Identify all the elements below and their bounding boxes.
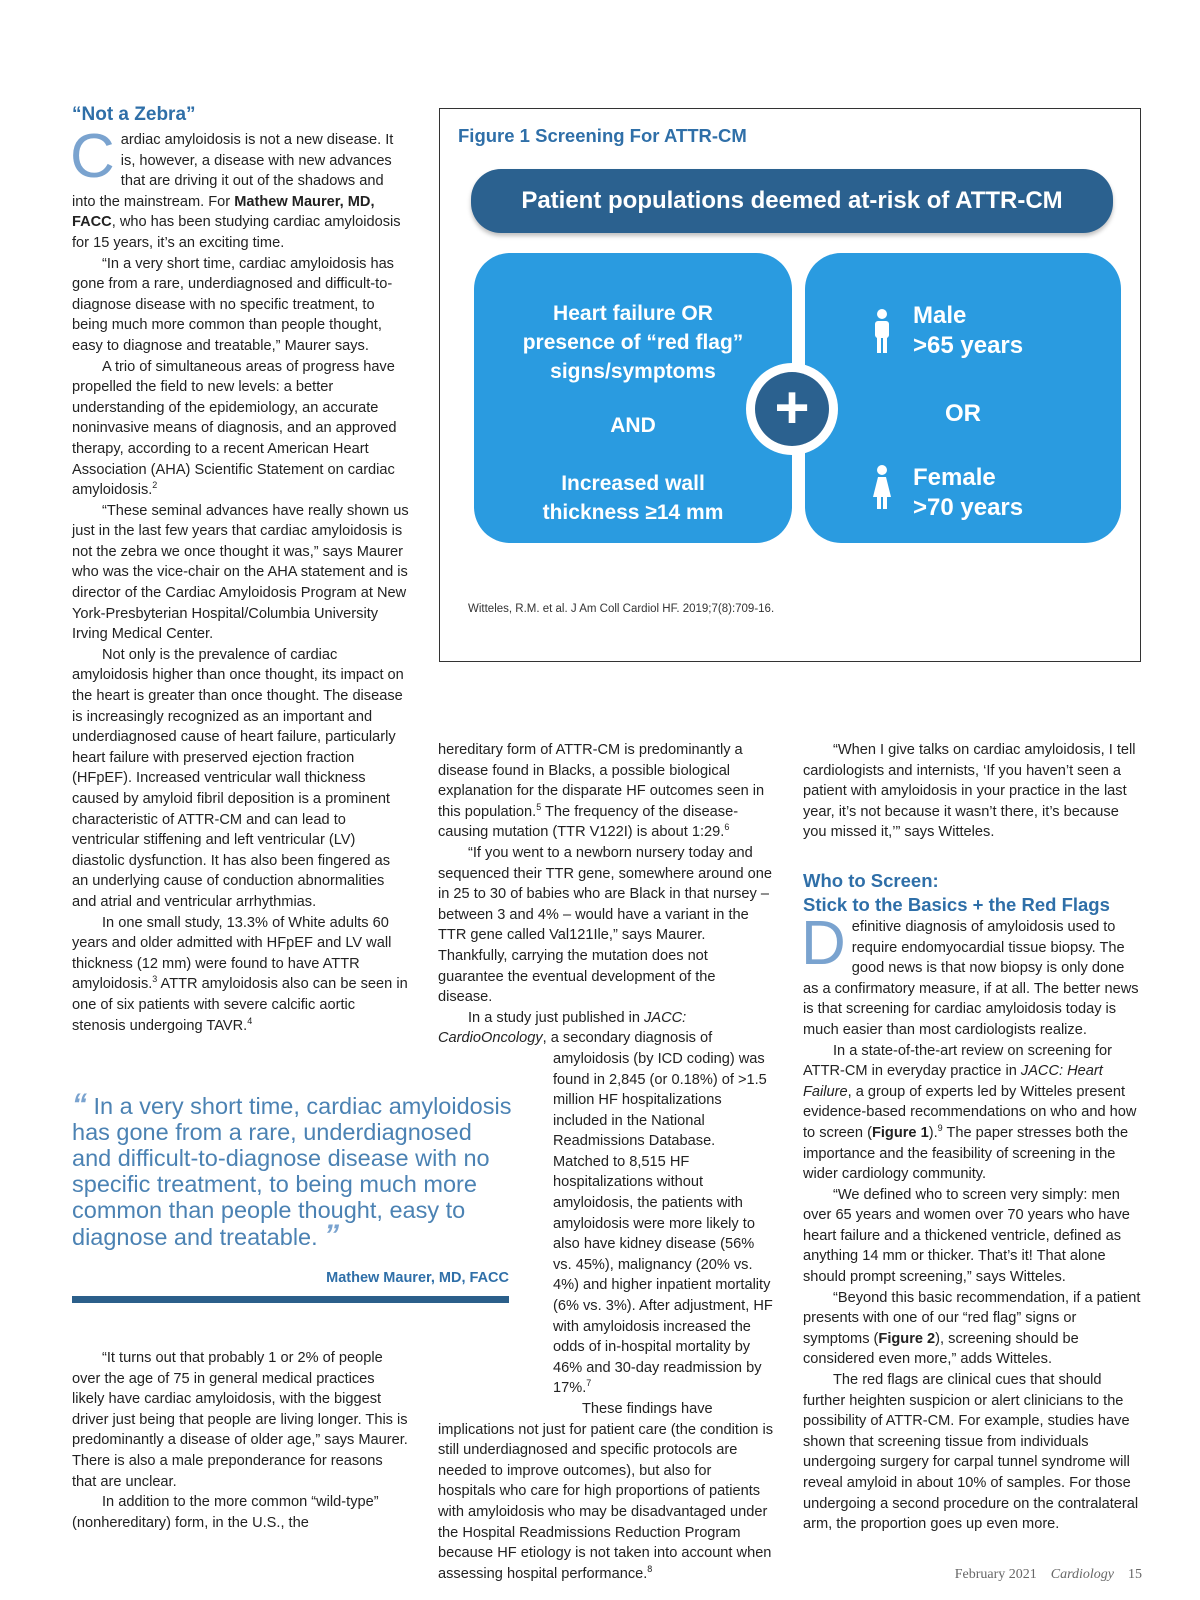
journal-name: JACC: CardioOncology	[438, 1009, 687, 1047]
figure-reference: Figure 2	[878, 1330, 936, 1347]
panel-text: Increased wall	[561, 472, 705, 495]
paragraph: Cardiac amyloidosis is not a new disease. It is, however, a disease with new advances that are driving it out of the shadows and into the mainstream. For Mathew Maurer, MD, FACC, who has been studying cardiac amyloidosis for 15 years, it’s an exciting time.	[70, 122, 401, 251]
paragraph: “When I give talks on cardiac amyloidosis, I tell cardiologists and internists, ‘If you haven’t seen a patient with amyloidosis in your practice in the last year, it’s not because it wasn’t there, it’s because you missed it,’” says Witteles.	[803, 742, 1136, 841]
plus-icon: +	[755, 372, 829, 446]
figure-reference: Figure 1	[871, 1124, 929, 1141]
journal-name: JACC: Heart Failure	[803, 1063, 1103, 1100]
reference-number: 4	[247, 1015, 253, 1026]
paragraph: hereditary form of ATTR-CM is predominantly a disease found in Blacks, a possible biological explanation for the disparate HF outcomes seen in this population.$^5$ The frequency of the disease-causing mutation (TTR V122I) is about 1:29.$^6$	[438, 742, 765, 841]
male-person-icon	[873, 309, 891, 353]
drop-cap: C	[70, 122, 115, 191]
female-age: >70 years	[913, 494, 1024, 521]
panel-text: thickness ≥14 mm	[542, 501, 724, 524]
paragraph: Not only is the prevalence of cardiac amyloidosis higher than once thought, its impact on the heart is greater than once thought. The disease is increasingly recognized as an important and underdiagnosed cause of heart failure, particularly heart failure with preserved ejection fraction (HFpEF). Increased ventricular wall thickness caused by amyloid fibril deposition is a prominent characteristic of ATTR-CM and can lead to ventricular stiffening and left ventricular (LV) diastolic dysfunction. It has also been fingered as an underlying cause of conduction abnormalities and atrial and ventricular arrhythmias.	[72, 646, 404, 910]
paragraph: implications not just for patient care (the condition is still underdiagnosed and specific protocols are needed to improve outcomes), but also for hospitals who care for high proportions of patients with amyloidosis who may be disadvantaged under the Hospital Readmissions Reduction Program because HF etiology is not taken into account when assessing hospital performance.$^8$	[438, 1421, 774, 1582]
page-footer	[955, 1567, 1142, 1583]
reference-number: 9	[937, 1123, 943, 1134]
criteria-panel-left	[474, 253, 792, 543]
panel-text: Heart failure OR	[553, 302, 713, 325]
paragraph: In a study just published in JACC: CardioOncology, a secondary diagnosis of	[438, 1009, 713, 1047]
paragraph: The red flags are clinical cues that should further heighten suspicion or alert clinicians to the possibility of ATTR-CM. For example, studies have shown that screening tissue from individuals undergoing surgery for carpal tunnel syndrome will reveal amyloid in about 10% of samples. For those undergoing a second procedure on the contralateral arm, the proportion goes up even more.	[803, 1372, 1139, 1533]
open-quote-mark: “	[72, 1088, 87, 1121]
drop-cap: D	[801, 908, 846, 978]
female-label: Female	[913, 464, 996, 491]
paragraph: “These seminal advances have really shown us just in the last few years that cardiac amyloidosis is not the zebra we once thought it was,” says Maurer who was the vice-chair on the AHA statement and is director of the Cardiac Amyloidosis Program at New York-Presbyterian Hospital/Columbia University Irving Medical Center.	[72, 502, 409, 643]
paragraph: These findings have	[582, 1401, 713, 1417]
figure-citation: Witteles, R.M. et al. J Am Coll Cardiol HF. 2019;7(8):709-16.	[468, 603, 775, 615]
reference-number: 8	[647, 1563, 653, 1574]
panel-text: presence of “red flag”	[522, 331, 744, 354]
paragraph: In addition to the more common “wild-type” (nonhereditary) form, in the U.S., the	[72, 1494, 379, 1531]
figure-title: Figure 1 Screening For ATTR-CM	[458, 125, 747, 146]
paragraph: “We defined who to screen very simply: men over 65 years and women over 70 years who have heart failure and a thickened ventricle, defined as anything 14 mm or thicker. That’s it! That alone should prompt screening,” says Witteles.	[803, 1186, 1130, 1286]
pull-quote-attribution: Mathew Maurer, MD, FACC	[326, 1270, 509, 1286]
paragraph: Definitive diagnosis of amyloidosis used to require endomyocardial tissue biopsy. The good news is that now biopsy is only done as a confirmatory measure, if at all. The better news is that screening for cardiac amyloidosis today is much easier than most cardiologists realize.	[801, 908, 1139, 1038]
reference-number: 7	[586, 1378, 592, 1389]
column-1-bottom	[72, 1348, 410, 1533]
paragraph: A trio of simultaneous areas of progress have propelled the field to new levels: a better understanding of the epidemiology, an accurate noninvasive means of diagnosis, and an approved therapy, according to a recent American Heart Association (AHA) Scientific Statement on cardiac amyloidosis.$^2$	[72, 358, 397, 499]
column-3	[803, 740, 1143, 1535]
panel-text: signs/symptoms	[550, 360, 716, 383]
section-title: “Not a Zebra”	[72, 104, 196, 125]
paragraph: In one small study, 13.3% of White adults 60 years and older admitted with HFpEF and LV wall thickness (12 mm) were found to have ATTR amyloidosis.$^3$ ATTR amyloidosis also can be seen in one of six patients with severe calcific aortic stenosis undergoing TAVR.$^4$	[72, 914, 408, 1034]
footer-publication: Cardiology	[1050, 1567, 1114, 1582]
reference-number: 6	[724, 822, 730, 833]
section-heading: Who to Screen: Stick to the Basics + the Red Flags	[803, 869, 1110, 915]
plus-circle	[746, 363, 838, 455]
panel-or: OR	[945, 400, 981, 427]
reference-number: 2	[152, 480, 158, 491]
figure-banner: Patient populations deemed at-risk of ATTR-CM	[471, 169, 1113, 233]
criteria-panel-right	[805, 253, 1121, 543]
paragraph: amyloidosis (by ICD coding) was found in 2,845 (or 0.18%) of >1.5 million HF hospitalizations included in the National Readmissions Database. Matched to 8,515 HF hospitalizations without amyloidosis, the patients with amyloidosis were more likely to also have kidney disease (56% vs. 45%), malignancy (20% vs. 4%) and higher inpatient mortality (6% vs. 3%). After adjustment, HF with amyloidosis increased the odds of in-hospital mortality by 46% and 30-day readmission by 17%.$^7$	[553, 1050, 773, 1397]
paragraph: “Beyond this basic recommendation, if a patient presents with one of our “red flag” signs or symptoms (Figure 2), screening should be considered even more,” adds Witteles.	[803, 1289, 1141, 1368]
close-quote-mark: ”	[324, 1219, 340, 1252]
female-person-icon	[873, 465, 891, 509]
paragraph: “If you went to a newborn nursery today and sequenced their TTR gene, somewhere around one in 25 to 30 of babies who are Black in that nursey – between 3 and 4% – would have a variant in the TTR gene called Val121Ile,” says Maurer. Thankfully, carrying the mutation does not guarantee the eventual development of the disease.	[438, 844, 772, 1006]
male-label: Male	[913, 302, 967, 329]
paragraph: “It turns out that probably 1 or 2% of people over the age of 75 in general medical practices likely have cardiac amyloidosis, with the biggest driver just being that people are living longer. This is predominantly a disease of older age,” says Maurer. There is also a male preponderance for reasons that are unclear.	[72, 1350, 408, 1490]
reference-number: 3	[152, 974, 158, 985]
pull-quote-text: In a very short time, cardiac amyloidosis has gone from a rare, underdiagnosed and difficult-to-diagnose disease with no specific treatment, to being much more common than people thought, easy to diagnose and treatable.	[72, 1093, 512, 1250]
panel-and: AND	[610, 414, 656, 437]
page-number: 15	[1128, 1567, 1142, 1582]
footer-date: February 2021	[954, 1567, 1037, 1582]
male-age: >65 years	[913, 332, 1024, 359]
column-2	[438, 740, 773, 1584]
column-1-top	[70, 122, 410, 1036]
reference-number: 5	[536, 801, 542, 812]
paragraph: “In a very short time, cardiac amyloidosis has gone from a rare, underdiagnosed and difficult-to-diagnose disease with no specific treatment, to being much more common than people thought, easy to diagnose and treatable,” Maurer says.	[72, 255, 394, 354]
author-name: Mathew Maurer, MD, FACC	[72, 193, 375, 231]
paragraph: In a state-of-the-art review on screening for ATTR-CM in everyday practice in JACC: Heart Failure, a group of experts led by Witteles present evidence-based recommendations on who and how to screen (Figure 1).$^9$ The paper stresses both the importance and the feasibility of screening in the wider cardiology community.	[803, 1042, 1137, 1183]
figure-1	[439, 108, 1141, 662]
